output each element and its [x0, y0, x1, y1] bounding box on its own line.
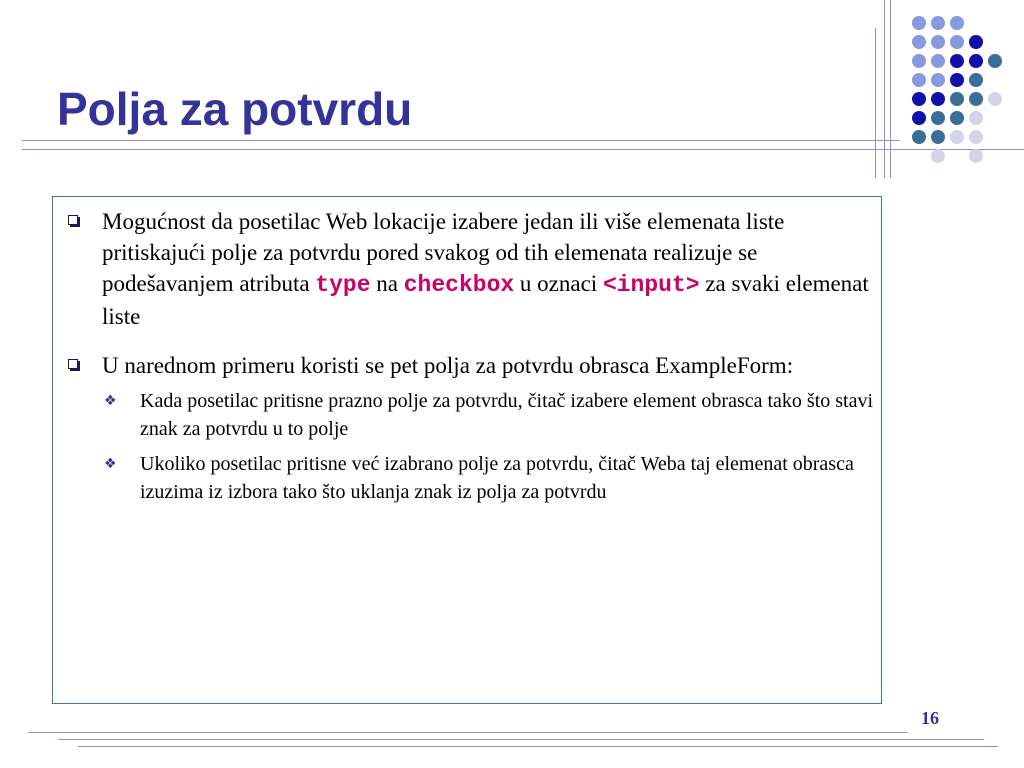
decor-dot	[912, 130, 926, 144]
decor-dot	[950, 35, 964, 49]
decor-vline-1	[875, 28, 876, 178]
decor-dot	[988, 92, 1002, 106]
slide-title: Polja za potvrdu	[57, 83, 413, 135]
decor-dot	[931, 35, 945, 49]
decor-dot	[912, 111, 926, 125]
decor-vline-3	[890, 0, 891, 178]
diamond-bullet-icon: ❖	[104, 393, 117, 409]
decor-dot	[969, 92, 983, 106]
bullet-1-text-c: u oznaci	[514, 271, 603, 296]
decor-dot	[950, 111, 964, 125]
decor-dot	[969, 149, 983, 163]
decor-dot	[912, 92, 926, 106]
decor-dot	[969, 35, 983, 49]
decor-dot	[912, 16, 926, 30]
bullet-item-1	[64, 206, 876, 332]
decor-dot	[969, 73, 983, 87]
sub-bullet-1-text: Kada posetilac pritisne prazno polje za potvrdu, čitač izabere element obrasca tako što stavi znak za potvrdu u to polje	[140, 390, 874, 440]
square-bullet-icon	[68, 359, 78, 369]
footer-rule-top	[28, 732, 908, 733]
sub-bullet-item-1	[64, 387, 876, 443]
bullet-item-2	[64, 350, 876, 381]
decor-dot	[931, 73, 945, 87]
code-input-tag: <input>	[602, 272, 700, 298]
decor-dot	[950, 54, 964, 68]
code-type: type	[315, 272, 371, 298]
title-rule-bottom	[22, 149, 1024, 150]
decor-vline-2	[884, 0, 885, 178]
decor-dot	[931, 111, 945, 125]
decor-dot	[912, 35, 926, 49]
code-checkbox: checkbox	[403, 272, 515, 298]
footer-rule-mid	[58, 739, 984, 740]
decor-dot	[950, 16, 964, 30]
decor-dot	[931, 130, 945, 144]
page-number: 16	[921, 708, 939, 728]
title-rule-top	[22, 140, 900, 141]
decor-dot	[931, 54, 945, 68]
decor-dot	[969, 130, 983, 144]
sub-bullet-item-2	[64, 450, 876, 506]
decor-dot	[950, 92, 964, 106]
square-bullet-icon	[68, 215, 78, 225]
bullet-1-text-a: Mogućnost da posetilac Web lokacije izabere jedan ili više elemenata liste pritiskajući polje za potvrdu pored svakog od tih elemenata realizuje se podešavanjem atributa	[102, 209, 785, 296]
bullet-1-text-d: za svaki elemenat liste	[102, 271, 869, 329]
decor-dot	[969, 111, 983, 125]
decor-dot	[912, 73, 926, 87]
decor-dot	[950, 73, 964, 87]
decor-dot	[931, 16, 945, 30]
decor-dot	[912, 54, 926, 68]
diamond-bullet-icon: ❖	[104, 456, 117, 472]
bullet-list	[64, 206, 876, 513]
decor-dot	[988, 54, 1002, 68]
decor-dot	[969, 54, 983, 68]
bullet-1-text-b: na	[370, 271, 404, 296]
bullet-2-text: U narednom primeru koristi se pet polja za potvrdu obrasca ExampleForm:	[102, 353, 794, 378]
decor-dot	[931, 149, 945, 163]
footer-rule-bottom	[78, 746, 998, 747]
decor-dot	[931, 92, 945, 106]
sub-bullet-2-text: Ukoliko posetilac pritisne već izabrano polje za potvrdu, čitač Weba taj elemenat obrasca izuzima iz izbora tako što uklanja znak iz polja za potvrdu	[140, 453, 854, 503]
decor-dot	[950, 130, 964, 144]
